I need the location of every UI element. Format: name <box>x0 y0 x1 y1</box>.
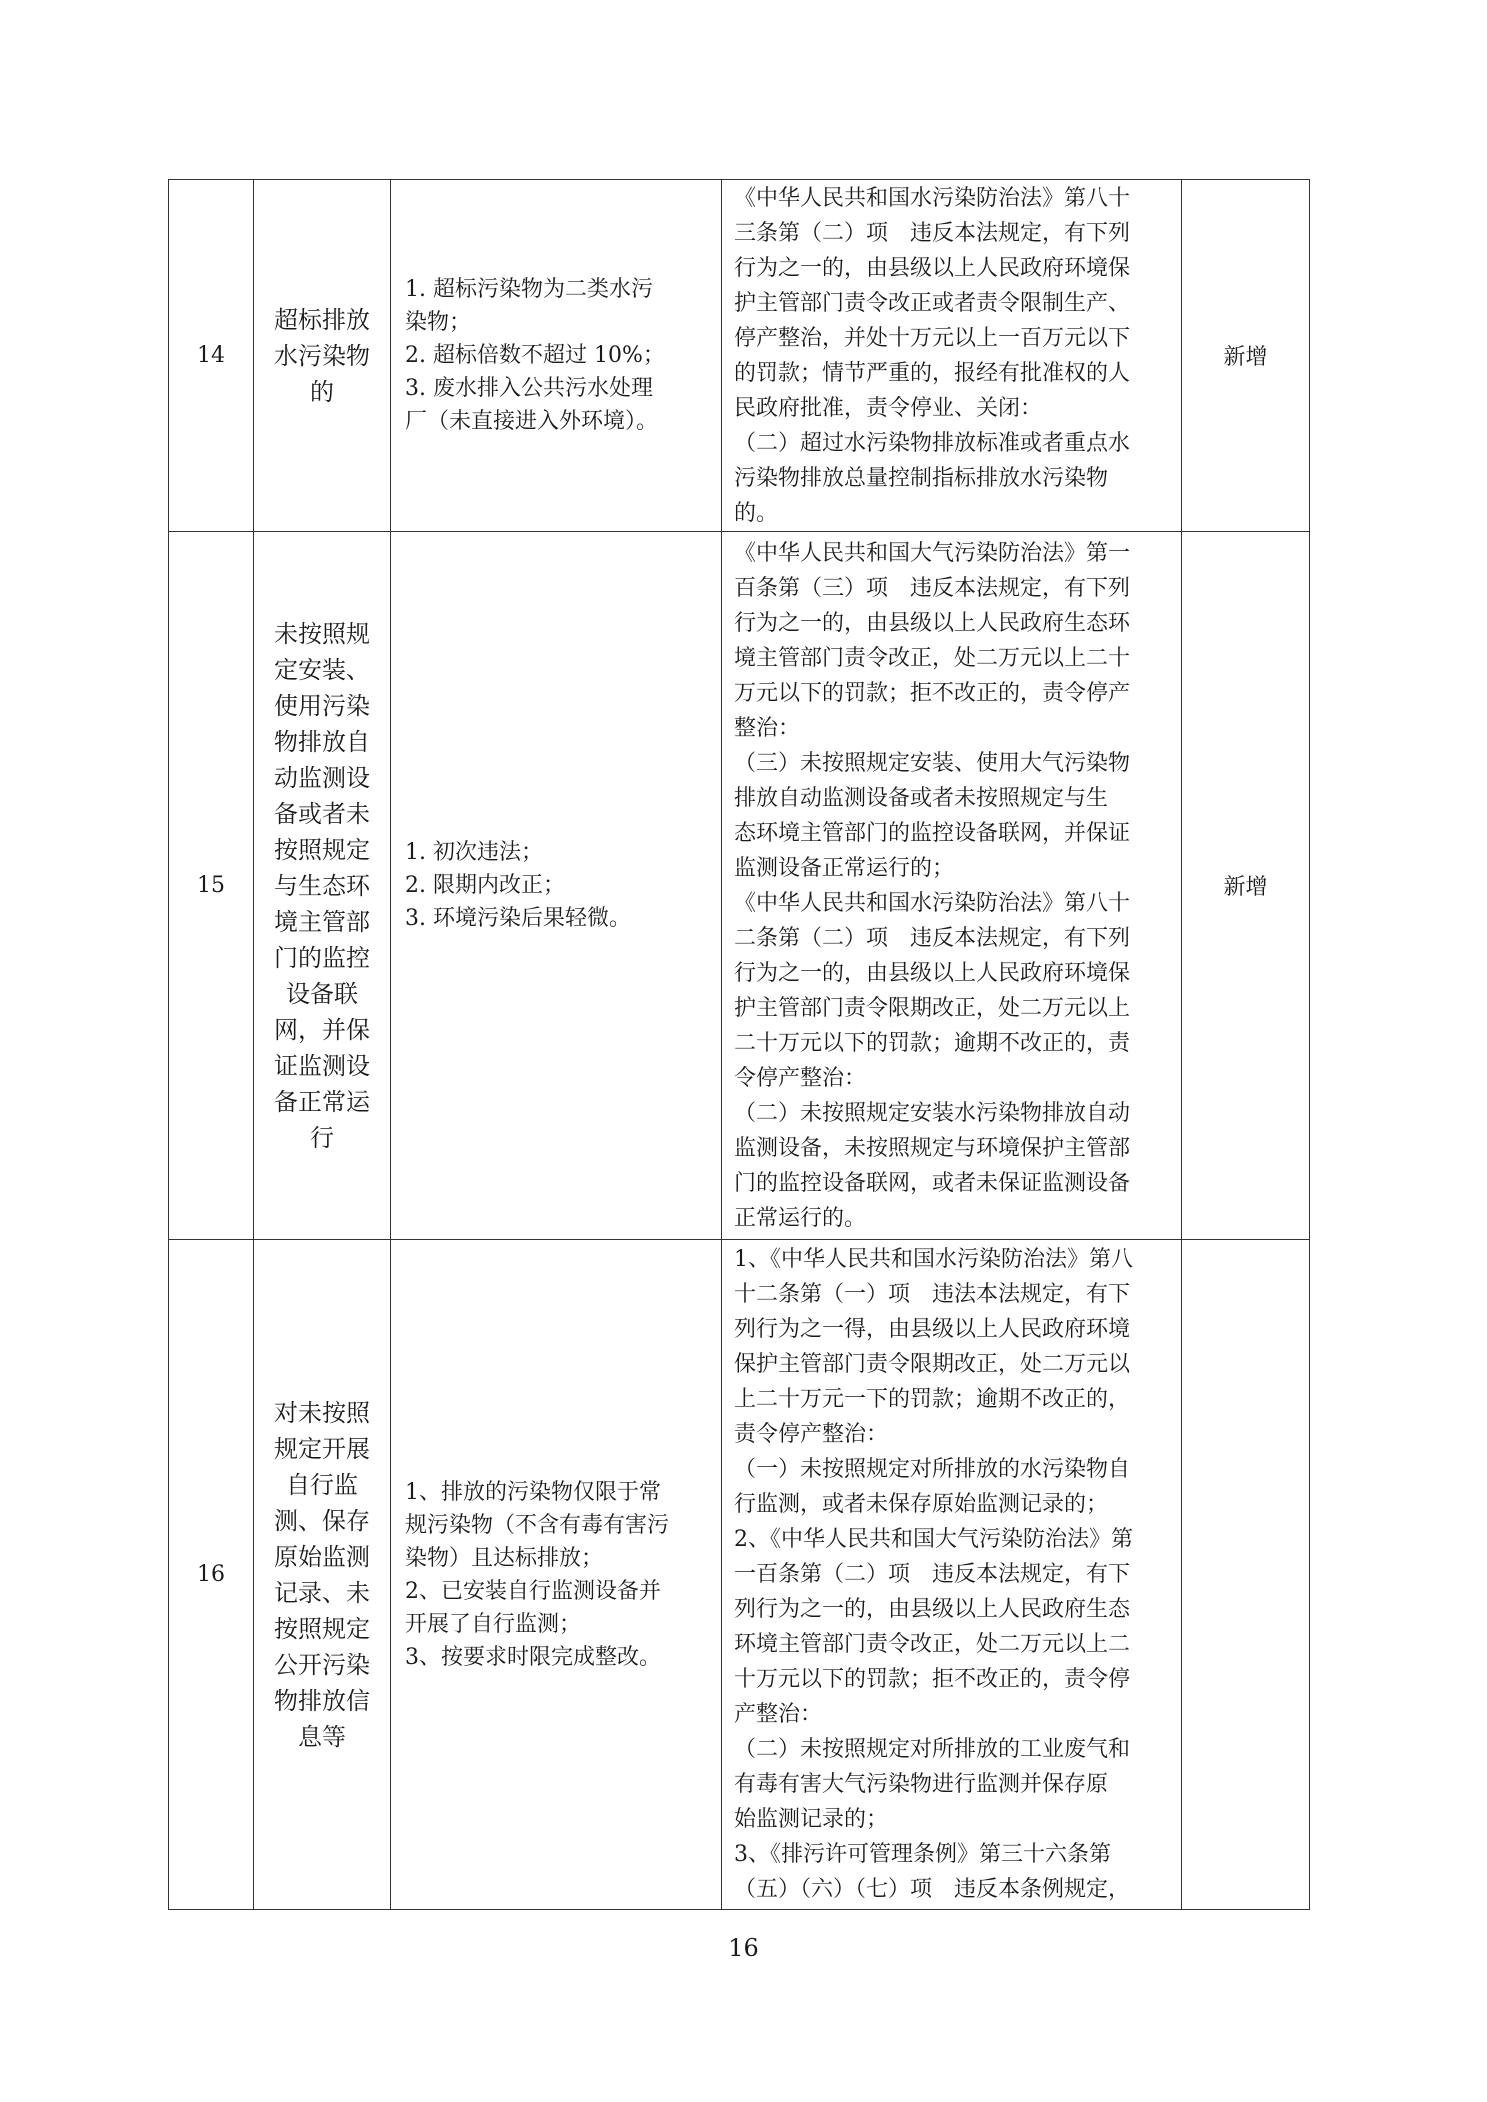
remark: 新增 <box>1182 180 1310 532</box>
legal-basis: 《中华人民共和国大气污染防治法》第一 百条第（三）项 违反本法规定，有下列 行为之一的，由县级以上人民政府生态环 境主管部门责令改正，处二万元以上二十 万元以下的罚款；拒不改正的，责令停产 整治： （三）未按照规定安装、使用大气污染物 排放自动监测设备或者未按照规定与生 态环境主管部门的监控设备联网，并保证 监测设备正常运行的； 《中华人民共和国水污染防治法》第八十 二条第（二）项 违反本法规定，有下列 行为之一的，由县级以上人民政府环境保 护主管部门责令限期改正，处二万元以上 二十万元以下的罚款；逾期不改正的，责 令停产整治： （二）未按照规定安装水污染物排放自动 监测设备，未按照规定与环境保护主管部 门的监控设备联网，或者未保证监测设备 正常运行的。 <box>722 532 1182 1240</box>
violation-act: 对未按照 规定开展 自行监 测、保存 原始监测 记录、未 按照规定 公开污染 物排放信 息等 <box>254 1240 391 1910</box>
legal-basis: 《中华人民共和国水污染防治法》第八十 三条第（二）项 违反本法规定，有下列 行为之一的，由县级以上人民政府环境保 护主管部门责令改正或者责令限制生产、 停产整治，并处十万元以上一百万元以下 的罚款；情节严重的，报经有批准权的人 民政府批准，责令停业、关闭： （二）超过水污染物排放标准或者重点水 污染物排放总量控制指标排放水污染物 的。 <box>722 180 1182 532</box>
row-number: 15 <box>169 532 254 1240</box>
table-row <box>169 1240 1310 1910</box>
remark: 新增 <box>1182 532 1310 1240</box>
table-row <box>169 180 1310 532</box>
violation-act: 超标排放 水污染物 的 <box>254 180 391 532</box>
page-number: 16 <box>728 1934 759 1962</box>
exemption-conditions: 1. 初次违法； 2. 限期内改正； 3. 环境污染后果轻微。 <box>391 532 722 1240</box>
exemption-conditions: 1、排放的污染物仅限于常 规污染物（不含有毒有害污 染物）且达标排放； 2、已安装自行监测设备并 开展了自行监测； 3、按要求时限完成整改。 <box>391 1240 722 1910</box>
legal-basis: 1、《中华人民共和国水污染防治法》第八 十二条第（一）项 违法本法规定，有下 列行为之一得，由县级以上人民政府环境 保护主管部门责令限期改正，处二万元以 上二十万元一下的罚款；逾期不改正的， 责令停产整治： （一）未按照规定对所排放的水污染物自 行监测，或者未保存原始监测记录的； 2、《中华人民共和国大气污染防治法》第 一百条第（二）项 违反本法规定，有下 列行为之一的，由县级以上人民政府生态 环境主管部门责令改正，处二万元以上二 十万元以下的罚款；拒不改正的，责令停 产整治： （二）未按照规定对所排放的工业废气和 有毒有害大气污染物进行监测并保存原 始监测记录的； 3、《排污许可管理条例》第三十六条第 （五）（六）（七）项 违反本条例规定， <box>722 1240 1182 1910</box>
violation-act: 未按照规 定安装、 使用污染 物排放自 动监测设 备或者未 按照规定 与生态环 境主管部 门的监控 设备联 网，并保 证监测设 备正常运 行 <box>254 532 391 1240</box>
penalty-table <box>168 179 1310 1910</box>
remark <box>1182 1240 1310 1910</box>
table-row <box>169 532 1310 1240</box>
row-number: 16 <box>169 1240 254 1910</box>
row-number: 14 <box>169 180 254 532</box>
exemption-conditions: 1. 超标污染物为二类水污 染物； 2. 超标倍数不超过 10%； 3. 废水排入公共污水处理 厂（未直接进入外环境）。 <box>391 180 722 532</box>
